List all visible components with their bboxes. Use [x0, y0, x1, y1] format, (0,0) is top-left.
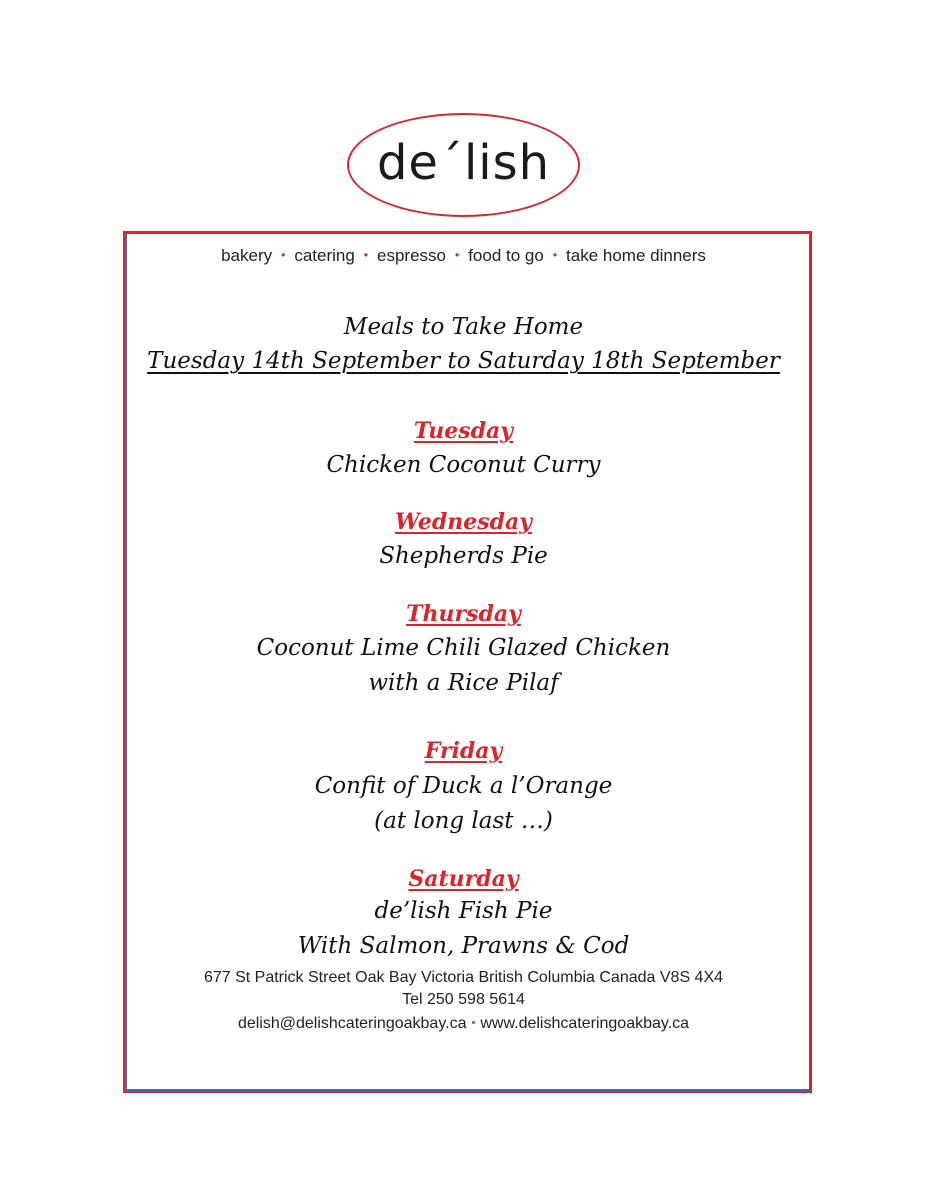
- logo-ellipse: [347, 113, 580, 217]
- bullet-dot-icon: •: [455, 248, 460, 262]
- dish-tuesday: Chicken Coconut Curry: [326, 452, 601, 478]
- day-tuesday: Tuesday: [413, 418, 514, 444]
- contact-phone: Tel 250 598 5614: [402, 991, 525, 1008]
- dish-friday-line2: (at long last …): [374, 808, 553, 834]
- bullet-dot-icon: •: [552, 248, 558, 262]
- day-saturday: Saturday: [408, 866, 519, 892]
- service-take-home-dinners: take home dinners: [566, 246, 706, 265]
- bullet-dot-icon: •: [281, 248, 286, 262]
- day-wednesday: Wednesday: [394, 509, 533, 535]
- bullet-dot-icon: •: [471, 1017, 476, 1029]
- service-food-to-go: food to go: [468, 246, 544, 265]
- service-bakery: bakery: [221, 246, 273, 265]
- dish-wednesday: Shepherds Pie: [379, 543, 548, 569]
- dish-thursday-line2: with a Rice Pilaf: [368, 670, 559, 696]
- services-line: [0, 246, 927, 266]
- dish-thursday-line1: Coconut Lime Chili Glazed Chicken: [256, 635, 671, 661]
- bullet-dot-icon: •: [363, 248, 369, 262]
- dish-saturday-line1: de’lish Fish Pie: [374, 898, 553, 924]
- menu-title: Meals to Take Home: [343, 314, 584, 340]
- dish-friday-line1: Confit of Duck a l’Orange: [314, 773, 613, 799]
- day-thursday: Thursday: [406, 601, 521, 627]
- dish-saturday-line2: With Salmon, Prawns & Cod: [297, 933, 630, 959]
- day-friday: Friday: [424, 738, 503, 764]
- service-catering: catering: [294, 246, 355, 265]
- logo-text: de´lish: [376, 135, 551, 191]
- contact-web-line: [0, 1016, 927, 1032]
- service-espresso: espresso: [377, 246, 446, 265]
- menu-dates: Tuesday 14th September to Saturday 18th September: [147, 348, 780, 374]
- contact-address: 677 St Patrick Street Oak Bay Victoria British Columbia Canada V8S 4X4: [203, 969, 724, 986]
- contact-email[interactable]: delish@delishcateringoakbay.ca: [237, 1015, 467, 1032]
- contact-website[interactable]: www.delishcateringoakbay.ca: [480, 1015, 690, 1032]
